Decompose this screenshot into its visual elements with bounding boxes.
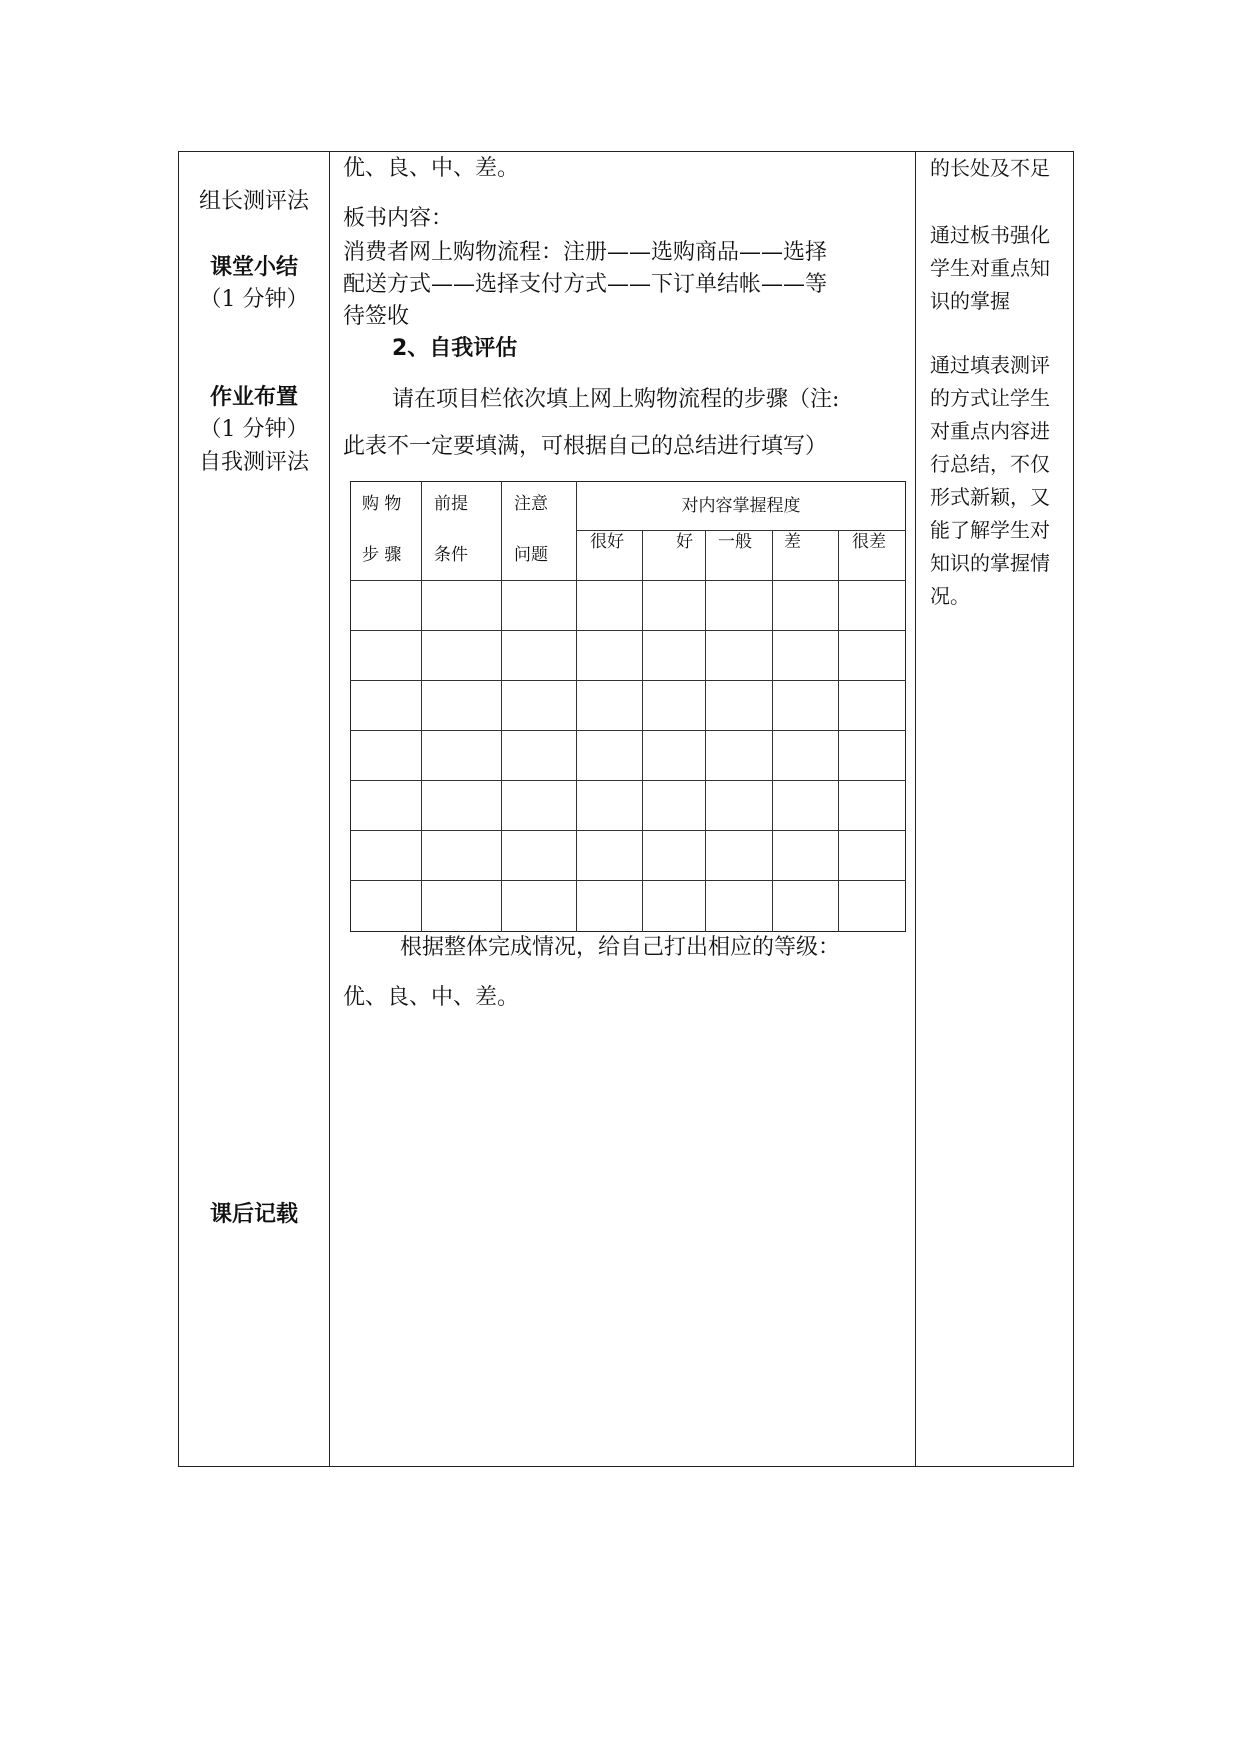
summary-title: 课堂小结 (209, 255, 298, 280)
level-very-poor: 很差 (852, 532, 886, 552)
header-condition-line-2: 条件 (434, 545, 468, 565)
right-board-note-2: 学生对重点知 (930, 256, 1050, 280)
board-line-3: 待签收 (343, 304, 410, 329)
table-row-line (350, 780, 906, 781)
board-line-2: 配送方式——选择支付方式——下订单结帐——等 (343, 272, 828, 297)
table-row-line (350, 630, 906, 631)
group-eval-method: 组长测评法 (198, 189, 309, 214)
header-notes-line-2: 问题 (514, 545, 548, 565)
right-board-note-3: 识的掌握 (930, 289, 1010, 313)
table-row-line (350, 730, 906, 731)
table-col-line (576, 481, 577, 932)
table-col-line (421, 481, 422, 932)
right-table-note-8: 况。 (930, 584, 970, 608)
closing-line: 根据整体完成情况，给自己打出相应的等级： (400, 935, 841, 960)
table-col-line (772, 530, 773, 932)
column-divider-left (329, 151, 330, 1467)
right-table-note-6: 能了解学生对 (930, 518, 1050, 542)
board-content-title: 板书内容： (343, 206, 454, 231)
self-eval-method: 自我测评法 (198, 450, 309, 475)
table-row-line (350, 680, 906, 681)
right-line-top: 的长处及不足 (930, 156, 1050, 180)
table-row-line (350, 830, 906, 831)
after-class-notes-title: 课后记载 (209, 1202, 298, 1227)
table-col-line (705, 530, 706, 932)
homework-title: 作业布置 (209, 385, 298, 410)
header-condition-line-1: 前提 (434, 494, 468, 514)
table-row-line (350, 580, 906, 581)
instruction-line-2: 此表不一定要填满，可根据自己的总结进行填写） (343, 434, 828, 459)
right-table-note-1: 通过填表测评 (930, 353, 1050, 377)
right-board-note-1: 通过板书强化 (930, 223, 1050, 247)
right-table-note-2: 的方式让学生 (930, 386, 1050, 410)
summary-time: （1 分钟） (199, 287, 309, 312)
header-notes-line-1: 注意 (514, 494, 548, 514)
table-col-line (642, 530, 643, 932)
grades-top: 优、良、中、差。 (343, 156, 520, 181)
section-heading: 2、自我评估 (392, 336, 518, 361)
instruction-line-1: 请在项目栏依次填上网上购物流程的步骤（注: (392, 387, 840, 412)
table-row-line (350, 880, 906, 881)
level-average: 一般 (718, 532, 752, 552)
right-table-note-5: 形式新颖，又 (930, 485, 1050, 509)
table-col-line (501, 481, 502, 932)
level-poor: 差 (784, 532, 801, 552)
board-line-1: 消费者网上购物流程：注册——选购商品——选择 (343, 240, 828, 265)
level-good: 好 (676, 532, 693, 552)
level-very-good: 很好 (590, 532, 624, 552)
header-step-line-2: 步 骤 (362, 545, 402, 565)
column-divider-right (915, 151, 916, 1467)
header-mastery: 对内容掌握程度 (681, 496, 801, 516)
homework-time: （1 分钟） (199, 417, 309, 442)
grades-bottom: 优、良、中、差。 (343, 985, 520, 1010)
right-table-note-3: 对重点内容进 (930, 419, 1050, 443)
right-table-note-7: 知识的掌握情 (930, 551, 1050, 575)
header-step-line-1: 购 物 (362, 494, 402, 514)
right-table-note-4: 行总结，不仅 (930, 452, 1050, 476)
table-col-line (838, 530, 839, 932)
